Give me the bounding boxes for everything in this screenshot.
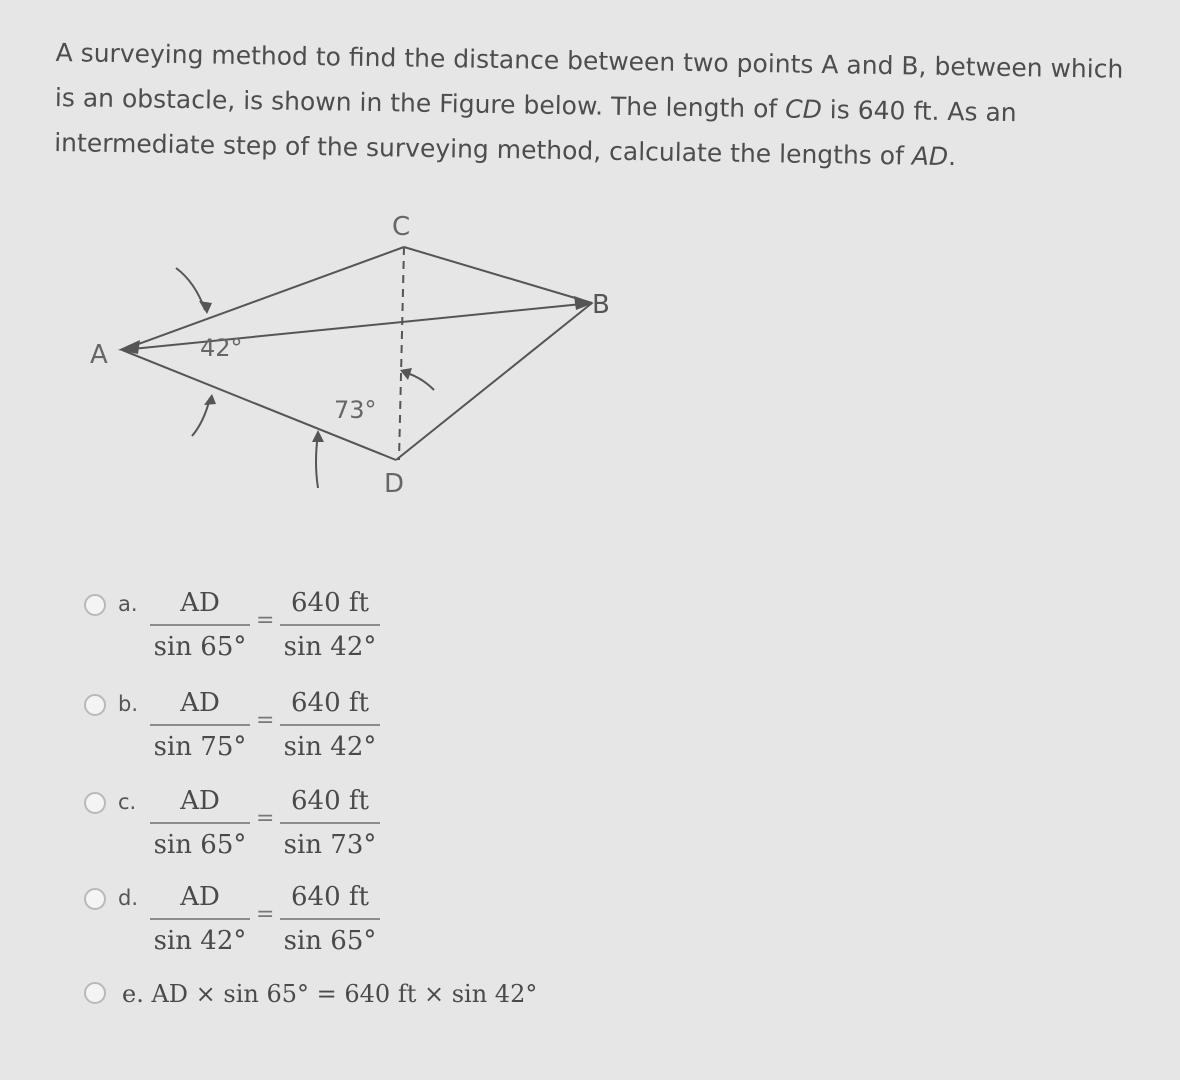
denominator: sin 73° <box>283 830 377 860</box>
label-c: C <box>392 212 411 242</box>
fraction-bar <box>150 624 250 626</box>
option-d[interactable] <box>80 880 560 960</box>
denominator: sin 75° <box>153 732 247 762</box>
option-letter: b. <box>118 692 139 716</box>
question-cd: CD <box>784 94 823 125</box>
denominator: sin 65° <box>283 926 377 956</box>
numerator: AD <box>180 588 220 618</box>
option-a[interactable] <box>80 586 560 666</box>
label-b: B <box>592 290 610 320</box>
question-ad: AD <box>911 141 949 172</box>
label-a: A <box>90 340 108 370</box>
fraction-bar <box>280 822 380 824</box>
option-letter: c. <box>118 790 137 814</box>
numerator: 640 ft <box>291 688 369 718</box>
fraction-right <box>280 880 380 958</box>
label-d: D <box>384 469 405 499</box>
radio-option-b[interactable] <box>84 694 106 716</box>
denominator: sin 42° <box>283 632 377 662</box>
option-e-text: e. AD × sin 65° = 640 ft × sin 42° <box>122 980 538 1008</box>
radio-option-e[interactable] <box>84 982 106 1004</box>
equals-sign: = <box>256 708 275 733</box>
segment-ac <box>122 247 404 350</box>
equals-sign: = <box>256 608 275 633</box>
fraction-right <box>280 784 380 862</box>
fraction-bar <box>150 918 250 920</box>
question-part2: is 640 ft. As an intermediate step of the surveying method, calculate the lengths of <box>54 95 1017 171</box>
question-part3: . <box>947 142 957 172</box>
numerator: 640 ft <box>291 786 369 816</box>
radio-option-c[interactable] <box>84 792 106 814</box>
angle-label-42: 42° <box>200 334 243 362</box>
radio-option-a[interactable] <box>84 594 106 616</box>
segment-cb <box>404 247 592 303</box>
option-e[interactable] <box>80 976 600 1020</box>
arrowhead-a-top <box>199 301 212 314</box>
denominator: sin 42° <box>283 732 377 762</box>
fraction-left <box>150 586 250 664</box>
fraction-left <box>150 686 250 764</box>
arrowhead-d <box>312 430 324 442</box>
segment-ab <box>122 303 592 350</box>
angle-d-arc <box>316 434 318 488</box>
numerator: AD <box>180 688 220 718</box>
question-part1: A surveying method to find the distance between two points A and B, between which is an obstacle, is shown in the Figure below. The length of <box>54 37 1124 124</box>
denominator: sin 65° <box>153 830 247 860</box>
equals-sign: = <box>256 806 275 831</box>
denominator: sin 42° <box>153 926 247 956</box>
fraction-bar <box>280 724 380 726</box>
radio-option-d[interactable] <box>84 888 106 910</box>
numerator: AD <box>180 882 220 912</box>
option-letter: d. <box>118 886 139 910</box>
numerator: 640 ft <box>291 588 369 618</box>
fraction-left <box>150 880 250 958</box>
fraction-bar <box>280 918 380 920</box>
fraction-right <box>280 586 380 664</box>
arrowhead-a-bottom <box>204 394 216 405</box>
denominator: sin 65° <box>153 632 247 662</box>
fraction-bar <box>150 822 250 824</box>
fraction-bar <box>280 624 380 626</box>
fraction-bar <box>150 724 250 726</box>
equals-sign: = <box>256 902 275 927</box>
arrowhead-a <box>118 340 140 354</box>
fraction-right <box>280 686 380 764</box>
segment-cd <box>399 247 404 460</box>
option-letter: a. <box>118 592 138 616</box>
angle-a-arc-top <box>176 268 205 310</box>
arrowhead-b <box>574 296 594 310</box>
angle-label-73: 73° <box>334 396 377 424</box>
option-b[interactable] <box>80 686 560 766</box>
numerator: 640 ft <box>291 882 369 912</box>
numerator: AD <box>180 786 220 816</box>
fraction-left <box>150 784 250 862</box>
option-c[interactable] <box>80 784 560 864</box>
